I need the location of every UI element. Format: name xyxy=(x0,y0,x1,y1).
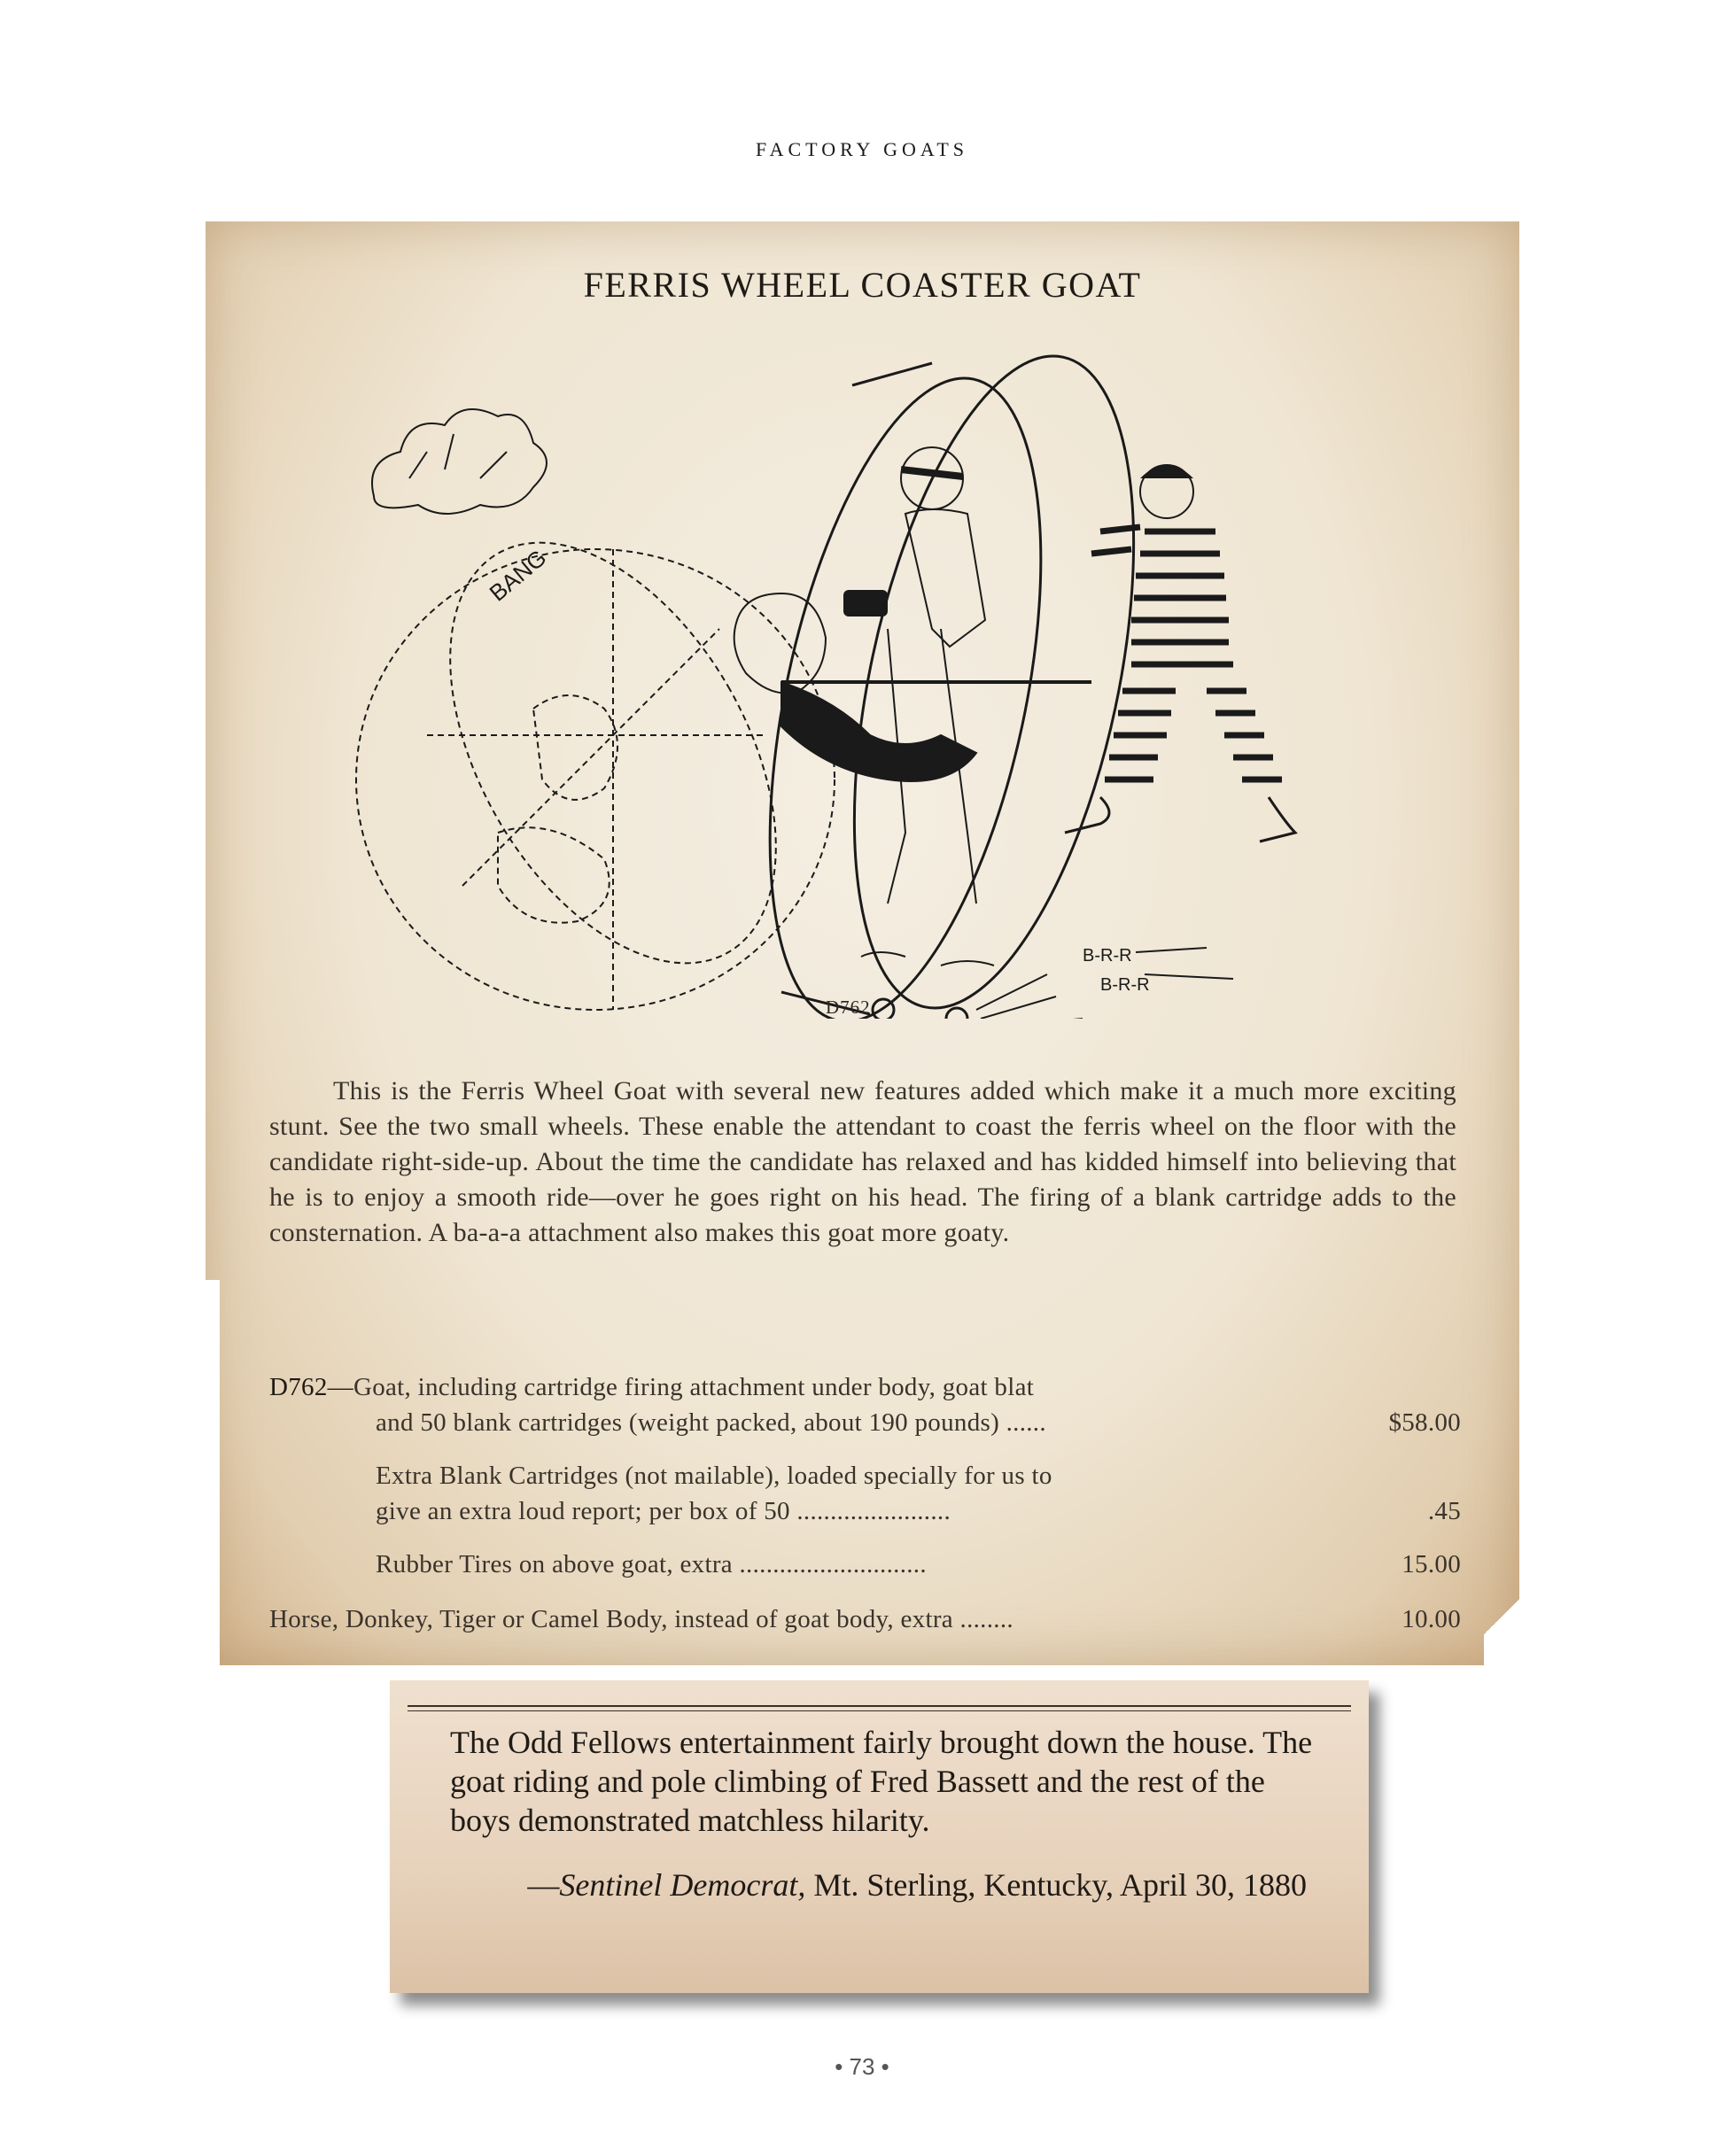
list-item xyxy=(376,1462,1052,1491)
item-price: 10.00 xyxy=(1402,1605,1461,1633)
description-paragraph: This is the Ferris Wheel Goat with several new features added which make it a much more exciting stunt. See the two small wheels. These enable the attendant to coast the ferris wheel on the floor with the candidate right-side-up. About the time the candidate has relaxed and has kidded himself into believing that he is to enjoy a smooth ride—over he goes right on his head. The firing of a blank cartridge adds to the consternation. A ba-a-a attachment also makes this goat more goaty. xyxy=(269,1076,1456,1247)
list-item xyxy=(269,1373,1034,1402)
newspaper-clipping xyxy=(390,1680,1369,1993)
list-item xyxy=(269,1605,1461,1634)
item-price: 15.00 xyxy=(1402,1550,1461,1578)
dashed-flipped-wheel xyxy=(356,487,843,1019)
striped-attendant-figure xyxy=(1065,465,1295,841)
item-line: Rubber Tires on above goat, extra ............................ xyxy=(376,1550,927,1578)
list-item xyxy=(376,1497,1461,1526)
item-price: $58.00 xyxy=(1388,1408,1461,1437)
divider xyxy=(408,1705,1351,1707)
ferris-wheel-goat-illustration xyxy=(321,337,1366,1019)
item-line: Extra Blank Cartridges (not mailable), loaded specially for us to xyxy=(376,1462,1052,1490)
running-head: FACTORY GOATS xyxy=(755,138,969,160)
illustration-caption: D762 xyxy=(826,997,871,1018)
clipping-quote: The Odd Fellows entertainment fairly brought down the house. The goat riding and pole climbing of Fred Bassett and the rest of the boys demonstrated matchless hilarity. xyxy=(450,1725,1313,1838)
item-line: Horse, Donkey, Tiger or Camel Body, instead of goat body, extra ........ xyxy=(269,1605,1013,1633)
item-line: Goat, including cartridge firing attachment under body, goat blat xyxy=(353,1373,1035,1401)
item-price: .45 xyxy=(1427,1497,1461,1525)
item-code: D762— xyxy=(269,1373,353,1401)
item-line: and 50 blank cartridges (weight packed, about 190 pounds) ...... xyxy=(376,1408,1046,1437)
catalog-title: FERRIS WHEEL COASTER GOAT xyxy=(583,265,1142,305)
list-item xyxy=(376,1408,1461,1438)
item-line: give an extra loud report; per box of 50 ....................... xyxy=(376,1497,951,1525)
page-number: • 73 • xyxy=(835,2053,889,2080)
bang-label: BANG xyxy=(484,544,552,607)
mallet-icon xyxy=(843,590,888,617)
rider-figure xyxy=(861,447,994,966)
catalog-page-scan xyxy=(206,221,1519,1665)
bang-cloud-icon xyxy=(372,409,547,514)
clipping-source: —Sentinel Democrat, Mt. Sterling, Kentucky, April 30, 1880 xyxy=(527,1867,1307,1903)
sound-label-2: B-R-R xyxy=(1100,975,1150,995)
source-title: Sentinel Democrat, xyxy=(559,1867,806,1903)
divider xyxy=(408,1710,1351,1711)
list-item xyxy=(376,1550,1461,1579)
ferris-wheel xyxy=(720,337,1184,1019)
sound-label-1: B-R-R xyxy=(1083,946,1132,966)
